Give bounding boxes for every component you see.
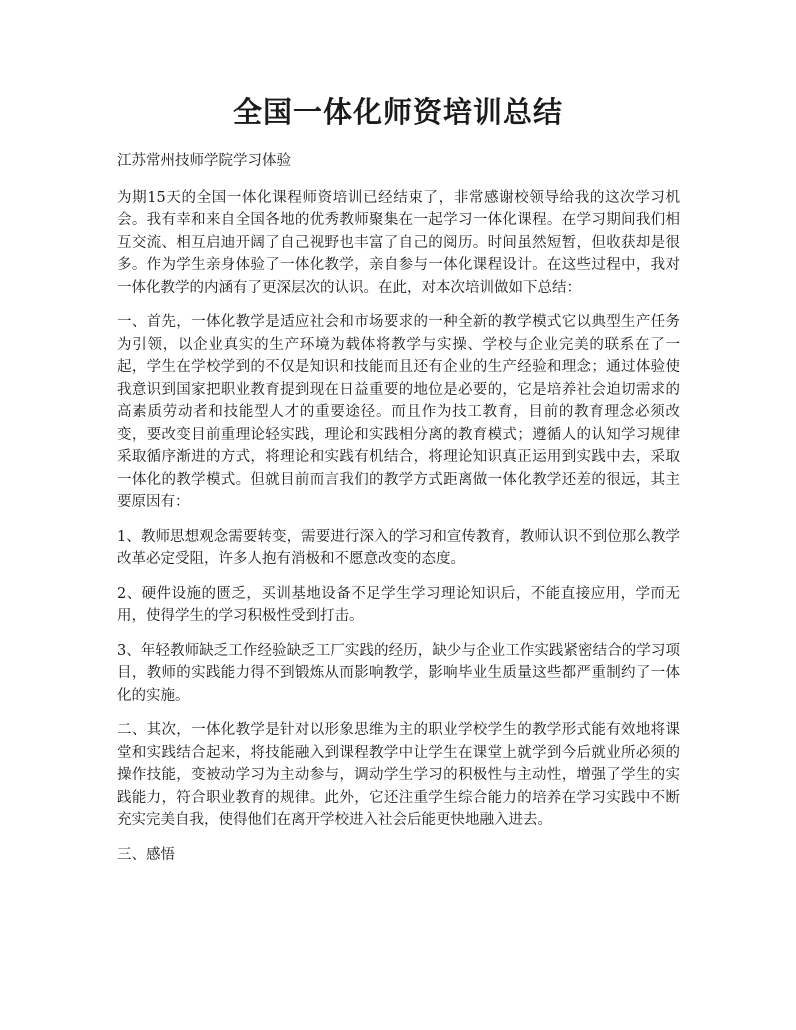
- paragraph-subtitle: 江苏常州技师学院学习体验: [117, 153, 291, 169]
- document-title: 全国一体化师资培训总结: [232, 95, 563, 129]
- paragraph-intro: 为期15天的全国一体化课程师资培训已经结束了，非常感谢校领导给我的这次学习机会。我有幸和来自全国各地的优秀教师聚集在一起学习一体化课程。在学习期间我们相互交流、相互启迪开阔了自己视野也丰富了自己的阅历。时间虽然短暂，但收获却是很多。作为学生亲身体验了一体化教学，亲自参与一体化课程设计。在这些过程中，我对一体化教学的内涵有了更深层次的认识。在此，对本次培训做如下总结：: [117, 189, 680, 296]
- document-body: [117, 150, 680, 878]
- paragraph-section-one: 一、首先，一体化教学是适应社会和市场要求的一种全新的教学模式它以典型生产任务为引领，以企业真实的生产环境为载体将教学与实操、学校与企业完美的联系在了一起，学生在学校学到的不仅是知识和技能而且还有企业的生产经验和理念；通过体验使我意识到国家把职业教育提到现在日益重要的地位是必要的，它是培养社会迫切需求的高素质劳动者和技能型人才的重要途径。而且作为技工教育，目前的教育理念必须改变，要改变目前重理论轻实践，理论和实践相分离的教育模式；遵循人的认知学习规律采取循序渐进的方式，将理论和实践有机结合，将理论知识真正运用到实践中去，采取一体化的教学模式。但就目前而言我们的教学方式距离做一体化教学还差的很远，其主要原因有：: [117, 314, 680, 510]
- paragraph-section-two: 二、其次，一体化教学是针对以形象思维为主的职业学校学生的教学形式能有效地将课堂和实践结合起来，将技能融入到课程教学中让学生在课堂上就学到今后就业所必须的操作技能，变被动学习为主动参与，调动学生学习的积极性与主动性，增强了学生的实践能力，符合职业教育的规律。此外，它还注重学生综合能力的培养在学习实践中不断充实完美自我，使得他们在离开学校进入社会后能更快地融入进去。: [117, 722, 680, 828]
- paragraph-item-1: 1、教师思想观念需要转变，需要进行深入的学习和宣传教育，教师认识不到位那么教学改革必定受阻，许多人抱有消极和不愿意改变的态度。: [117, 528, 680, 567]
- paragraph-item-2: 2、硬件设施的匮乏，买训基地设备不足学生学习理论知识后，不能直接应用，学而无用，使得学生的学习积极性受到打击。: [117, 585, 680, 624]
- paragraph-item-3: 3、年轻教师缺乏工作经验缺乏工厂实践的经历，缺少与企业工作实践紧密结合的学习项目，教师的实践能力得不到锻炼从而影响教学，影响毕业生质量这些都严重制约了一体化的实施。: [117, 642, 680, 704]
- paragraph-section-three-heading: 三、感悟: [117, 846, 175, 863]
